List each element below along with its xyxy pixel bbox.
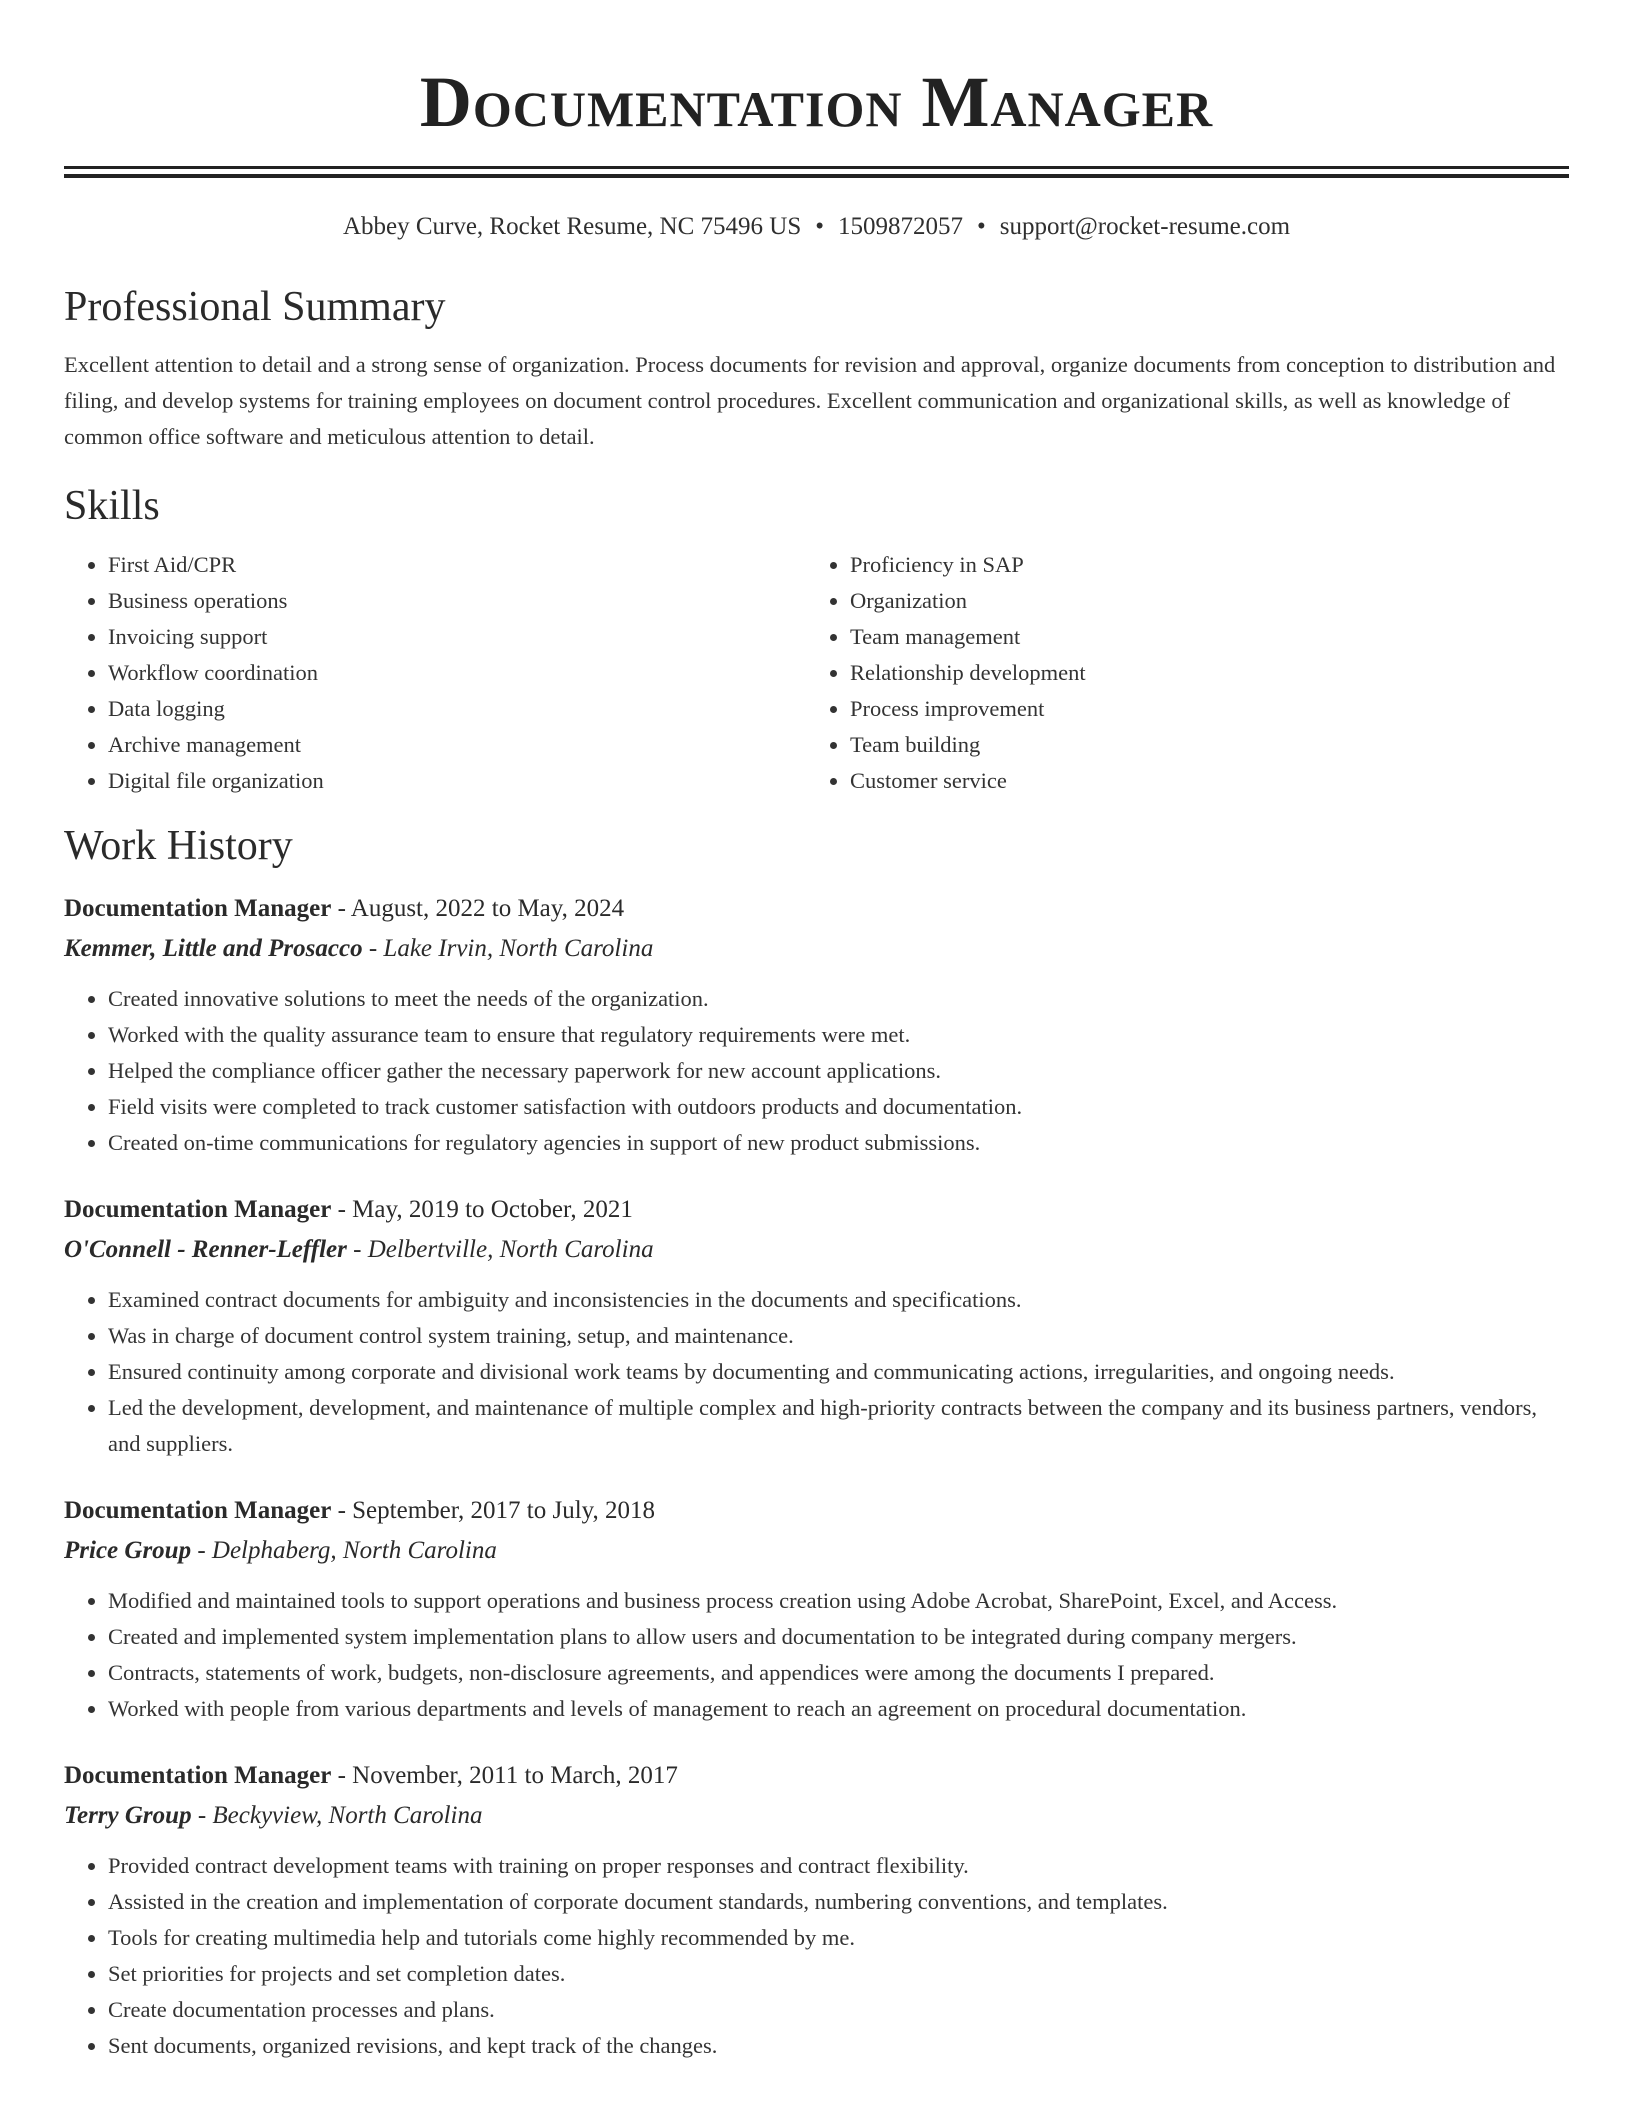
contact-line: [64, 212, 1569, 242]
job-bullet: • Led the development, development, and maintenance of multiple complex and high-priority contracts between the company and its business partners, vendors, and suppliers.: [108, 1390, 1569, 1462]
job-dates: - November, 2011 to March, 2017: [331, 1762, 678, 1789]
job-bullet: • Assisted in the creation and implementation of corporate document standards, numbering conventions, and templates.: [108, 1884, 1569, 1920]
job-bullet: • Examined contract documents for ambiguity and inconsistencies in the documents and specifications.: [108, 1282, 1569, 1318]
contact-separator: •: [977, 213, 986, 240]
company-line: [64, 1531, 1569, 1571]
job-dates: - September, 2017 to July, 2018: [331, 1497, 656, 1524]
skill-item: • Business operations: [108, 583, 806, 619]
job-bullet: • Set priorities for projects and set completion dates.: [108, 1956, 1569, 1992]
header-rule-top: [64, 166, 1569, 169]
contact-phone: 1509872057: [838, 213, 963, 240]
skill-item: • Team building: [850, 727, 1548, 763]
job-title-line: [64, 1491, 1569, 1531]
company-line: [64, 1796, 1569, 1836]
job-role: Documentation Manager: [64, 895, 332, 922]
header-rule-bottom: [64, 174, 1569, 178]
job-title-line: [64, 1756, 1569, 1796]
job-bullets: [64, 1848, 1569, 2064]
job-location: - Beckyview, North Carolina: [191, 1802, 483, 1829]
skill-item: • Invoicing support: [108, 619, 806, 655]
skill-item: • Proficiency in SAP: [850, 547, 1548, 583]
job-bullet: • Field visits were completed to track customer satisfaction with outdoors products and documentation.: [108, 1089, 1569, 1125]
contact-address: Abbey Curve, Rocket Resume, NC 75496 US: [342, 213, 802, 240]
job-company: Kemmer, Little and Prosacco: [64, 935, 363, 962]
job-bullet: • Created on-time communications for regulatory agencies in support of new product submissions.: [108, 1125, 1569, 1161]
job-bullet: • Worked with people from various departments and levels of management to reach an agreement on procedural documentation.: [108, 1691, 1569, 1727]
work-history-heading: Work History: [64, 823, 293, 869]
job-entry: [64, 1491, 1569, 1727]
job-bullet: • Create documentation processes and plans.: [108, 1992, 1569, 2028]
job-location: - Lake Irvin, North Carolina: [362, 935, 654, 962]
job-location: - Delphaberg, North Carolina: [191, 1537, 497, 1564]
job-entry: [64, 1756, 1569, 2064]
job-role: Documentation Manager: [64, 1762, 332, 1789]
skills-heading: Skills: [64, 483, 160, 529]
skill-item: • Customer service: [850, 763, 1548, 799]
job-entry: [64, 889, 1569, 1161]
job-title-line: [64, 889, 1569, 929]
skill-item: • Digital file organization: [108, 763, 806, 799]
job-bullet: • Modified and maintained tools to support operations and business process creation using Adobe Acrobat, SharePoint, Excel, and Access.: [108, 1583, 1569, 1619]
job-bullets: [64, 1583, 1569, 1727]
contact-separator: •: [815, 213, 824, 240]
resume-name: Documentation Manager: [419, 62, 1214, 142]
job-bullet: • Tools for creating multimedia help and tutorials come highly recommended by me.: [108, 1920, 1569, 1956]
job-role: Documentation Manager: [64, 1196, 332, 1223]
job-dates: - August, 2022 to May, 2024: [331, 895, 625, 922]
resume-page: [64, 0, 1569, 2064]
skill-item: • Process improvement: [850, 691, 1548, 727]
job-bullet: • Was in charge of document control system training, setup, and maintenance.: [108, 1318, 1569, 1354]
job-company: O'Connell - Renner-Leffler: [64, 1236, 347, 1263]
job-bullet: • Created innovative solutions to meet the needs of the organization.: [108, 981, 1569, 1017]
job-bullet: • Sent documents, organized revisions, and kept track of the changes.: [108, 2028, 1569, 2064]
skills-right-list: [806, 547, 1548, 799]
job-bullets: [64, 1282, 1569, 1462]
job-location: - Delbertville, North Carolina: [346, 1236, 654, 1263]
skills-left-list: [64, 547, 806, 799]
skill-item: • First Aid/CPR: [108, 547, 806, 583]
job-bullet: • Provided contract development teams with training on proper responses and contract flexibility.: [108, 1848, 1569, 1884]
job-company: Price Group: [64, 1537, 192, 1564]
job-bullets: [64, 981, 1569, 1161]
skills-columns: [64, 547, 1569, 799]
job-bullet: • Contracts, statements of work, budgets, non-disclosure agreements, and appendices were among the documents I prepared.: [108, 1655, 1569, 1691]
skill-item: • Workflow coordination: [108, 655, 806, 691]
job-role: Documentation Manager: [64, 1497, 332, 1524]
job-entry: [64, 1190, 1569, 1462]
summary-heading: Professional Summary: [64, 284, 446, 330]
job-bullet: • Helped the compliance officer gather the necessary paperwork for new account applications.: [108, 1053, 1569, 1089]
contact-email[interactable]: support@rocket-resume.com: [999, 213, 1291, 240]
skill-item: • Relationship development: [850, 655, 1548, 691]
job-bullet: • Created and implemented system implementation plans to allow users and documentation to be integrated during company mergers.: [108, 1619, 1569, 1655]
job-bullet: • Ensured continuity among corporate and divisional work teams by documenting and communicating actions, irregularities, and ongoing needs.: [108, 1354, 1569, 1390]
skill-item: • Archive management: [108, 727, 806, 763]
company-line: [64, 929, 1569, 969]
skill-item: • Team management: [850, 619, 1548, 655]
company-line: [64, 1230, 1569, 1270]
skill-item: • Organization: [850, 583, 1548, 619]
skill-item: • Data logging: [108, 691, 806, 727]
job-dates: - May, 2019 to October, 2021: [331, 1196, 633, 1223]
job-title-line: [64, 1190, 1569, 1230]
job-bullet: • Worked with the quality assurance team to ensure that regulatory requirements were met.: [108, 1017, 1569, 1053]
job-company: Terry Group: [64, 1802, 192, 1829]
summary-text: Excellent attention to detail and a strong sense of organization. Process documents for revision and approval, organize documents from conception to distribution and filing, and develop systems for training employees on document control procedures. Excellent communication and organizational skills, as well as knowledge of common office software and meticulous attention to detail.: [64, 352, 1556, 449]
